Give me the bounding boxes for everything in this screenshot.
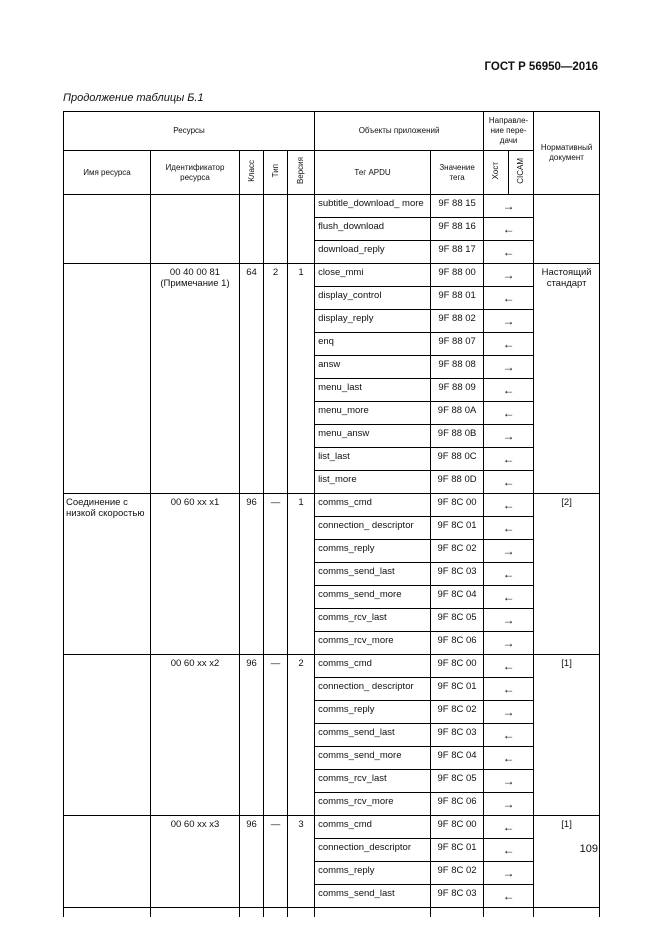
apdu-tag-cell: display_control — [315, 287, 431, 310]
apdu-tag-cell: comms_reply — [315, 701, 431, 724]
header-apdu-tag: Тег APDU — [315, 151, 431, 195]
continuation-cell — [288, 908, 315, 918]
tag-value-cell: 9F 8C 06 — [431, 793, 484, 816]
type-cell: — — [264, 816, 288, 908]
type-cell: 2 — [264, 264, 288, 494]
apdu-tag-cell: list_more — [315, 471, 431, 494]
direction-arrow-cell: ← — [484, 747, 534, 770]
direction-arrow-cell: ← — [484, 471, 534, 494]
header-type — [264, 151, 288, 195]
tag-value-cell: 9F 8C 05 — [431, 609, 484, 632]
apdu-tag-cell: comms_send_last — [315, 885, 431, 908]
direction-arrow-cell: ← — [484, 287, 534, 310]
tag-value-cell: 9F 88 08 — [431, 356, 484, 379]
direction-arrow-cell: ← — [484, 494, 534, 517]
resource-id-cell: 00 60 xx x3 — [151, 816, 240, 908]
tag-value-cell: 9F 88 0D — [431, 471, 484, 494]
apdu-tag-cell: comms_rcv_more — [315, 793, 431, 816]
apdu-tag-cell: connection_ descriptor — [315, 678, 431, 701]
table-row — [64, 195, 600, 218]
direction-arrow-cell: ← — [484, 655, 534, 678]
tag-value-cell: 9F 8C 02 — [431, 540, 484, 563]
version-cell: 1 — [288, 494, 315, 655]
table-caption: Продолжение таблицы Б.1 — [63, 92, 204, 104]
continuation-cell — [240, 908, 264, 918]
direction-arrow-cell: ← — [484, 448, 534, 471]
type-cell: — — [264, 655, 288, 816]
apdu-tag-cell: enq — [315, 333, 431, 356]
version-cell: 1 — [288, 264, 315, 494]
apdu-tag-cell: menu_more — [315, 402, 431, 425]
apdu-tag-cell: display_reply — [315, 310, 431, 333]
direction-arrow-cell: ← — [484, 241, 534, 264]
continuation-cell — [151, 908, 240, 918]
direction-arrow-cell: → — [484, 540, 534, 563]
tag-value-cell: 9F 8C 03 — [431, 724, 484, 747]
apdu-tag-cell: comms_send_more — [315, 747, 431, 770]
header-class-label: Класс — [246, 160, 256, 182]
resource-name-cell — [64, 816, 151, 908]
header-resources: Ресурсы — [64, 112, 315, 151]
direction-arrow-cell: → — [484, 770, 534, 793]
tag-value-cell: 9F 88 0B — [431, 425, 484, 448]
class-cell: 96 — [240, 655, 264, 816]
group-header-row — [64, 112, 600, 151]
tag-value-cell: 9F 8C 04 — [431, 747, 484, 770]
table-row — [64, 816, 600, 839]
class-cell: 96 — [240, 816, 264, 908]
normative-doc-cell: [1] — [534, 655, 600, 816]
tag-value-cell: 9F 8C 01 — [431, 839, 484, 862]
direction-arrow-cell: ← — [484, 816, 534, 839]
tag-value-cell: 9F 8C 00 — [431, 655, 484, 678]
tag-value-cell: 9F 88 07 — [431, 333, 484, 356]
standard-number: ГОСТ Р 56950—2016 — [484, 61, 598, 73]
resource-id-cell: 00 40 00 81 (Примечание 1) — [151, 264, 240, 494]
apdu-tag-cell: comms_send_more — [315, 586, 431, 609]
direction-arrow-cell: ← — [484, 517, 534, 540]
tag-value-cell: 9F 88 02 — [431, 310, 484, 333]
apdu-tag-cell: menu_answ — [315, 425, 431, 448]
tag-value-cell: 9F 88 00 — [431, 264, 484, 287]
tag-value-cell: 9F 88 16 — [431, 218, 484, 241]
class-cell: 96 — [240, 494, 264, 655]
normative-doc-cell — [534, 195, 600, 264]
header-resource-id: Идентификатор ресурса — [151, 151, 240, 195]
apdu-tag-cell: comms_cmd — [315, 494, 431, 517]
continuation-cell — [264, 908, 288, 918]
direction-arrow-cell: → — [484, 310, 534, 333]
tag-value-cell: 9F 8C 02 — [431, 862, 484, 885]
normative-doc-cell: Настоящий стандарт — [534, 264, 600, 494]
apdu-tag-cell: comms_cmd — [315, 655, 431, 678]
direction-arrow-cell: → — [484, 701, 534, 724]
direction-arrow-cell: ← — [484, 839, 534, 862]
direction-arrow-cell: ← — [484, 379, 534, 402]
resource-id-cell — [151, 195, 240, 264]
apdu-tag-cell: comms_reply — [315, 540, 431, 563]
direction-arrow-cell: ← — [484, 402, 534, 425]
tag-value-cell: 9F 88 0C — [431, 448, 484, 471]
normative-doc-cell: [2] — [534, 494, 600, 655]
column-header-row — [64, 151, 600, 195]
direction-arrow-cell: → — [484, 195, 534, 218]
table-row — [64, 264, 600, 287]
tag-value-cell: 9F 8C 04 — [431, 586, 484, 609]
resource-name-cell — [64, 195, 151, 264]
direction-arrow-cell: → — [484, 425, 534, 448]
tag-value-cell: 9F 8C 02 — [431, 701, 484, 724]
header-app-objects: Объекты приложений — [315, 112, 484, 151]
direction-arrow-cell: → — [484, 793, 534, 816]
direction-arrow-cell: → — [484, 609, 534, 632]
type-cell — [264, 195, 288, 264]
type-cell: — — [264, 494, 288, 655]
table-body — [64, 195, 600, 918]
table-continuation-row — [64, 908, 600, 918]
header-version — [288, 151, 315, 195]
table-row — [64, 655, 600, 678]
class-cell: 64 — [240, 264, 264, 494]
header-class — [240, 151, 264, 195]
tag-value-cell: 9F 8C 00 — [431, 816, 484, 839]
page-number: 109 — [579, 843, 598, 855]
header-resource-name: Имя ресурса — [64, 151, 151, 195]
header-normative-doc: Нормативный документ — [534, 112, 600, 195]
apdu-tag-cell: comms_rcv_more — [315, 632, 431, 655]
tag-value-cell: 9F 8C 05 — [431, 770, 484, 793]
header-host — [484, 151, 509, 195]
direction-arrow-cell: ← — [484, 333, 534, 356]
apdu-tag-cell: menu_last — [315, 379, 431, 402]
direction-arrow-cell: ← — [484, 885, 534, 908]
tag-value-cell: 9F 88 0A — [431, 402, 484, 425]
continuation-cell — [64, 908, 151, 918]
apdu-tag-cell: comms_send_last — [315, 563, 431, 586]
table-row — [64, 494, 600, 517]
normative-doc-cell: [1] — [534, 816, 600, 908]
direction-arrow-cell: ← — [484, 678, 534, 701]
resource-name-cell — [64, 264, 151, 494]
continuation-cell — [484, 908, 534, 918]
apdu-tag-cell: answ — [315, 356, 431, 379]
direction-arrow-cell: ← — [484, 563, 534, 586]
header-cicam-label: CICAM — [516, 158, 526, 184]
apdu-tag-cell: comms_cmd — [315, 816, 431, 839]
direction-arrow-cell: ← — [484, 586, 534, 609]
resources-table — [63, 111, 600, 917]
version-cell — [288, 195, 315, 264]
direction-arrow-cell: → — [484, 862, 534, 885]
header-direction: Направле-ние пере-дачи — [484, 112, 534, 151]
header-tag-value: Значение тега — [431, 151, 484, 195]
header-type-label: Тип — [270, 164, 280, 178]
resource-name-cell — [64, 655, 151, 816]
continuation-cell — [534, 908, 600, 918]
continuation-cell — [315, 908, 431, 918]
apdu-tag-cell: connection_descriptor — [315, 839, 431, 862]
tag-value-cell: 9F 88 17 — [431, 241, 484, 264]
version-cell: 2 — [288, 655, 315, 816]
direction-arrow-cell: → — [484, 632, 534, 655]
header-host-label: Хост — [491, 162, 501, 180]
apdu-tag-cell: flush_download — [315, 218, 431, 241]
tag-value-cell: 9F 8C 03 — [431, 885, 484, 908]
apdu-tag-cell: comms_send_last — [315, 724, 431, 747]
resource-id-cell: 00 60 xx x1 — [151, 494, 240, 655]
direction-arrow-cell: → — [484, 264, 534, 287]
resource-name-cell: Соединение с низкой скоростью — [64, 494, 151, 655]
continuation-cell — [431, 908, 484, 918]
apdu-tag-cell: connection_ descriptor — [315, 517, 431, 540]
tag-value-cell: 9F 8C 06 — [431, 632, 484, 655]
header-version-label: Версия — [296, 157, 306, 185]
version-cell: 3 — [288, 816, 315, 908]
class-cell — [240, 195, 264, 264]
tag-value-cell: 9F 88 09 — [431, 379, 484, 402]
tag-value-cell: 9F 8C 00 — [431, 494, 484, 517]
header-cicam — [509, 151, 534, 195]
direction-arrow-cell: → — [484, 356, 534, 379]
apdu-tag-cell: list_last — [315, 448, 431, 471]
tag-value-cell: 9F 88 01 — [431, 287, 484, 310]
tag-value-cell: 9F 8C 01 — [431, 678, 484, 701]
direction-arrow-cell: ← — [484, 724, 534, 747]
apdu-tag-cell: comms_rcv_last — [315, 770, 431, 793]
apdu-tag-cell: download_reply — [315, 241, 431, 264]
apdu-tag-cell: comms_rcv_last — [315, 609, 431, 632]
apdu-tag-cell: comms_reply — [315, 862, 431, 885]
apdu-tag-cell: close_mmi — [315, 264, 431, 287]
resource-id-cell: 00 60 xx x2 — [151, 655, 240, 816]
tag-value-cell: 9F 8C 01 — [431, 517, 484, 540]
tag-value-cell: 9F 8C 03 — [431, 563, 484, 586]
apdu-tag-cell: subtitle_download_ more — [315, 195, 431, 218]
direction-arrow-cell: ← — [484, 218, 534, 241]
tag-value-cell: 9F 88 15 — [431, 195, 484, 218]
